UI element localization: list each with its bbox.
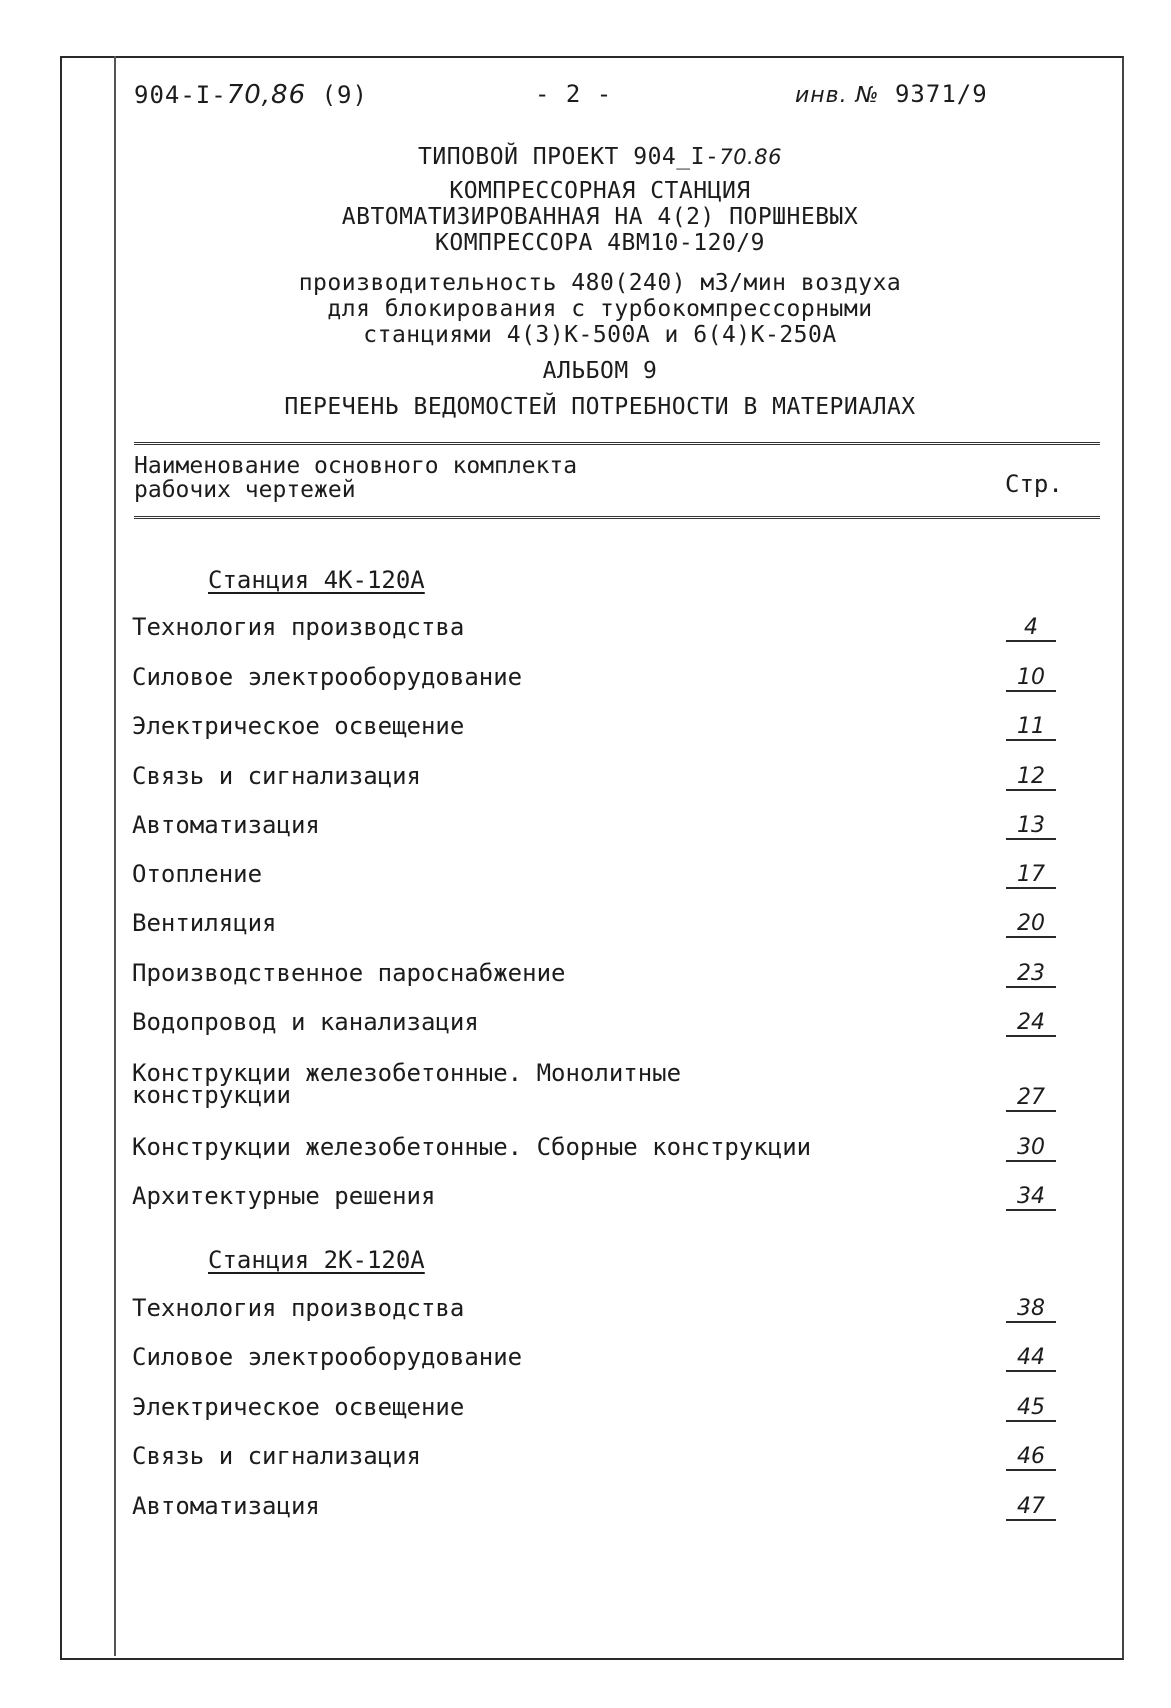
document-code bbox=[134, 80, 368, 110]
list-item bbox=[132, 1134, 1062, 1174]
list-item bbox=[132, 713, 1062, 753]
item-label: Конструкции железобетонные. Монолитные bbox=[132, 1059, 682, 1087]
project-title-handwritten: 70.86 bbox=[719, 145, 782, 169]
item-page: 4 bbox=[1006, 616, 1056, 642]
item-page: 44 bbox=[1006, 1346, 1056, 1372]
item-page: 30 bbox=[1006, 1136, 1056, 1162]
item-page: 27 bbox=[1006, 1086, 1056, 1112]
item-label: Водопровод и канализация bbox=[132, 1008, 479, 1036]
item-page: 23 bbox=[1006, 962, 1056, 988]
item-page: 12 bbox=[1006, 765, 1056, 791]
item-label: Конструкции железобетонные. Сборные конструкции bbox=[132, 1133, 812, 1161]
item-label: Вентиляция bbox=[132, 909, 277, 937]
page-number: - 2 - bbox=[535, 80, 613, 108]
title-line-2: КОМПРЕССОРНАЯ СТАНЦИЯ bbox=[449, 178, 751, 204]
item-label-continuation: конструкции bbox=[132, 1081, 291, 1109]
item-label: Технология производства bbox=[132, 1294, 465, 1322]
title-line-4: КОМПРЕССОРА 4ВМ10-120/9 bbox=[435, 230, 765, 256]
list-item bbox=[132, 1183, 1062, 1223]
title-line-6: для блокирования с турбокомпрессорными bbox=[327, 296, 873, 322]
project-title bbox=[120, 144, 1080, 170]
list-item bbox=[132, 1295, 1062, 1335]
item-page: 24 bbox=[1006, 1011, 1056, 1037]
section-title-station-4k: Станция 4К-120А bbox=[208, 566, 425, 594]
inventory-number bbox=[795, 80, 988, 108]
list-item bbox=[132, 960, 1062, 1000]
list-item bbox=[132, 1394, 1062, 1434]
item-label: Автоматизация bbox=[132, 1492, 320, 1520]
column-header-name-line1: Наименование основного комплекта bbox=[134, 453, 578, 479]
item-page: 20 bbox=[1006, 912, 1056, 938]
item-label: Связь и сигнализация bbox=[132, 762, 421, 790]
title-line-3: АВТОМАТИЗИРОВАННАЯ НА 4(2) ПОРШНЕВЫХ bbox=[341, 204, 859, 230]
item-label: Технология производства bbox=[132, 613, 465, 641]
list-item bbox=[132, 861, 1062, 901]
title-line-7: станциями 4(3)К-500А и 6(4)К-250А bbox=[363, 322, 837, 348]
item-page: 47 bbox=[1006, 1495, 1056, 1521]
item-page: 45 bbox=[1006, 1396, 1056, 1422]
list-item bbox=[132, 910, 1062, 950]
item-page: 17 bbox=[1006, 863, 1056, 889]
binding-margin-line bbox=[114, 56, 116, 1656]
title-block bbox=[120, 144, 1080, 420]
document-code-handwritten: 70,86 bbox=[226, 80, 307, 110]
item-label: Архитектурные решения bbox=[132, 1182, 436, 1210]
list-item bbox=[132, 614, 1062, 654]
table-header-top-rule bbox=[134, 442, 1100, 445]
item-label: Силовое электрооборудование bbox=[132, 1343, 523, 1371]
item-page: 38 bbox=[1006, 1297, 1056, 1323]
list-item bbox=[132, 763, 1062, 803]
item-page: 13 bbox=[1006, 814, 1056, 840]
item-label: Связь и сигнализация bbox=[132, 1442, 421, 1470]
project-title-prefix: ТИПОВОЙ ПРОЕКТ 904_I- bbox=[418, 144, 720, 170]
list-item bbox=[132, 664, 1062, 704]
document-code-prefix: 904-I- bbox=[134, 81, 227, 109]
album-title: АЛЬБОМ 9 bbox=[542, 358, 658, 384]
list-item bbox=[132, 1009, 1062, 1049]
list-item bbox=[132, 812, 1062, 852]
item-label: Автоматизация bbox=[132, 811, 320, 839]
item-page: 11 bbox=[1006, 715, 1056, 741]
item-label: Отопление bbox=[132, 860, 263, 888]
column-header-name bbox=[134, 454, 577, 502]
item-page: 46 bbox=[1006, 1445, 1056, 1471]
document-code-suffix: (9) bbox=[321, 81, 368, 109]
inventory-value: 9371/9 bbox=[894, 80, 988, 108]
inventory-label: инв. № bbox=[795, 83, 880, 108]
item-label: Силовое электрооборудование bbox=[132, 663, 523, 691]
section-title-station-2k: Станция 2К-120А bbox=[208, 1246, 425, 1274]
list-item bbox=[132, 1443, 1062, 1483]
list-title: ПЕРЕЧЕНЬ ВЕДОМОСТЕЙ ПОТРЕБНОСТИ В МАТЕРИАЛАХ bbox=[284, 394, 916, 420]
list-item bbox=[132, 1493, 1062, 1533]
table-header-bottom-rule bbox=[134, 516, 1100, 519]
list-item bbox=[132, 1060, 1062, 1116]
list-item bbox=[132, 1344, 1062, 1384]
column-header-name-line2: рабочих чертежей bbox=[134, 477, 356, 503]
item-page: 10 bbox=[1006, 666, 1056, 692]
item-label: Электрическое освещение bbox=[132, 1393, 465, 1421]
title-line-5: производительность 480(240) м3/мин воздуха bbox=[298, 270, 902, 296]
item-page: 34 bbox=[1006, 1185, 1056, 1211]
item-label: Производственное пароснабжение bbox=[132, 959, 566, 987]
item-label: Электрическое освещение bbox=[132, 712, 465, 740]
column-header-page: Стр. bbox=[1005, 470, 1063, 498]
